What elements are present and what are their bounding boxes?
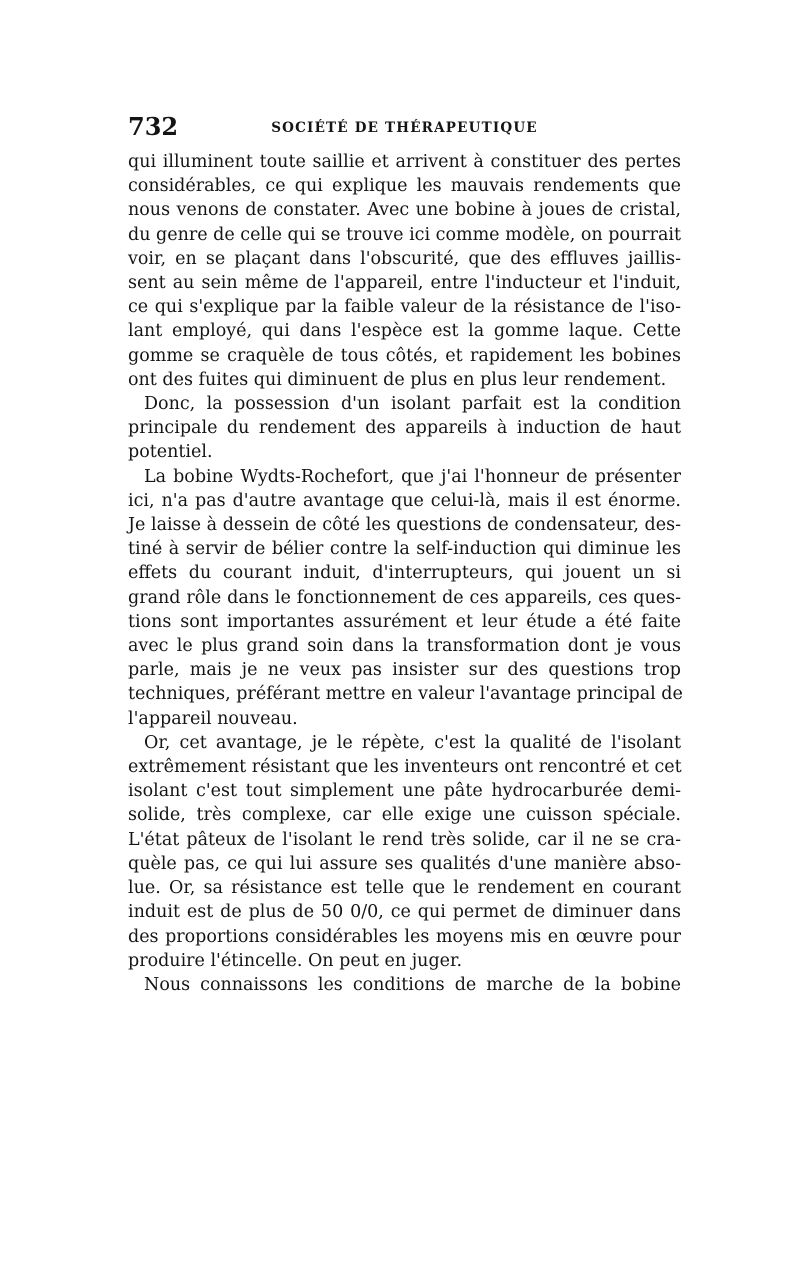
text-line: lue. Or, sa résistance est telle que le rendement en courant bbox=[128, 878, 681, 899]
text-line: Donc, la possession d'un isolant parfait est la condition bbox=[144, 394, 681, 415]
text-line: parle, mais je ne veux pas insister sur des questions trop bbox=[128, 660, 681, 681]
text-line: lant employé, qui dans l'espèce est la gomme laque. Cette bbox=[128, 321, 681, 342]
text-line: La bobine Wydts-Rochefort, que j'ai l'honneur de présenter bbox=[144, 466, 681, 487]
paragraph bbox=[128, 465, 681, 731]
text-line: quèle pas, ce qui lui assure ses qualités d'une manière abso- bbox=[128, 853, 681, 874]
text-line: ont des fuites qui diminuent de plus en plus leur rendement. bbox=[128, 369, 667, 390]
text-line: effets du courant induit, d'interrupteurs, qui jouent un si bbox=[128, 563, 681, 584]
text-line: solide, très complexe, car elle exige une cuisson spéciale. bbox=[128, 805, 681, 826]
text-line: produire l'étincelle. On peut en juger. bbox=[128, 950, 463, 971]
text-line: tiné à servir de bélier contre la self-induction qui diminue les bbox=[128, 539, 681, 560]
text-line: sent au sein même de l'appareil, entre l'inducteur et l'induit, bbox=[128, 273, 681, 294]
text-line: extrêmement résistant que les inventeurs ont rencontré et cet bbox=[128, 757, 682, 778]
page-number: 732 bbox=[128, 112, 179, 141]
text-line: ici, n'a pas d'autre avantage que celui-là, mais il est énorme. bbox=[128, 490, 681, 511]
text-line: grand rôle dans le fonctionnement de ces appareils, ces ques- bbox=[128, 587, 681, 608]
body-text bbox=[128, 150, 681, 997]
text-line: avec le plus grand soin dans la transformation dont je vous bbox=[128, 636, 681, 657]
text-line: du genre de celle qui se trouve ici comme modèle, on pourrait bbox=[128, 224, 682, 245]
text-line: nous venons de constater. Avec une bobine à joues de cristal, bbox=[128, 200, 681, 221]
text-line: techniques, préférant mettre en valeur l'avantage principal de bbox=[128, 684, 683, 705]
text-line: tions sont importantes assurément et leur étude a été faite bbox=[128, 611, 681, 632]
text-line: gomme se craquèle de tous côtés, et rapidement les bobines bbox=[128, 345, 681, 366]
paragraph bbox=[128, 731, 681, 973]
text-line: principale du rendement des appareils à induction de haut bbox=[128, 418, 681, 439]
text-line: induit est de plus de 50 0/0, ce qui permet de diminuer dans bbox=[128, 902, 681, 923]
text-line: Nous connaissons les conditions de marche de la bobine bbox=[144, 974, 681, 995]
paragraph bbox=[128, 973, 681, 997]
text-line: isolant c'est tout simplement une pâte hydrocarburée demi- bbox=[128, 781, 681, 802]
running-head bbox=[128, 112, 681, 142]
running-title: SOCIÉTÉ DE THÉRAPEUTIQUE bbox=[271, 120, 538, 136]
text-line: l'appareil nouveau. bbox=[128, 708, 298, 729]
text-line: des proportions considérables les moyens mis en œuvre pour bbox=[128, 926, 681, 947]
text-line: voir, en se plaçant dans l'obscurité, que des effluves jaillis- bbox=[128, 248, 681, 269]
paragraph bbox=[128, 392, 681, 465]
text-line: considérables, ce qui explique les mauvais rendements que bbox=[128, 176, 681, 197]
text-line: qui illuminent toute saillie et arrivent à constituer des pertes bbox=[128, 152, 681, 172]
text-line: Je laisse à dessein de côté les questions de condensateur, des- bbox=[128, 515, 681, 536]
text-line: potentiel. bbox=[128, 442, 213, 463]
text-line: Or, cet avantage, je le répète, c'est la qualité de l'isolant bbox=[144, 732, 681, 753]
text-line: L'état pâteux de l'isolant le rend très solide, car il ne se cra- bbox=[128, 829, 681, 850]
paragraph bbox=[128, 150, 681, 392]
text-line: ce qui s'explique par la faible valeur de la résistance de l'iso- bbox=[128, 297, 681, 318]
